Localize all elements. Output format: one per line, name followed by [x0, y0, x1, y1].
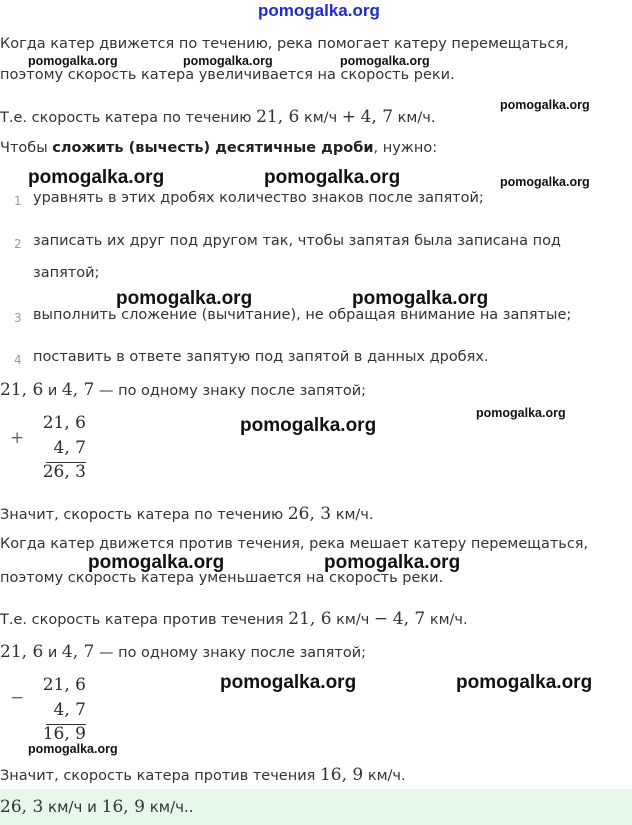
answer-text: 26, 3 км/ч и 16, 9 км/ч.. — [0, 797, 194, 817]
watermark: pomogalka.org — [324, 552, 461, 573]
watermark: pomogalka.org — [28, 54, 118, 68]
step-text-1: уравнять в этих дробях количество знаков после запятой; — [33, 190, 484, 206]
result-downstream: Значит, скорость катера по течению 26, 3 км/ч. — [0, 504, 374, 524]
watermark: pomogalka.org — [500, 175, 590, 189]
rule-bold: сложить (вычесть) десятичные дроби — [52, 140, 374, 156]
subtraction-result: 16, 9 — [42, 724, 86, 744]
step-number-4: 4 — [14, 353, 22, 367]
watermark-top: pomogalka.org — [258, 1, 380, 20]
result-upstream: Значит, скорость катера против течения 16, 9 км/ч. — [0, 765, 406, 785]
downstream-intro-line-1: Когда катер движется по течению, река помогает катеру перемещаться, — [0, 36, 569, 52]
watermark: pomogalka.org — [456, 672, 593, 693]
step-number-3: 3 — [14, 311, 22, 325]
watermark: pomogalka.org — [88, 552, 225, 573]
watermark: pomogalka.org — [28, 742, 118, 756]
watermark: pomogalka.org — [183, 54, 273, 68]
step-text-2-line-1: записать их друг под другом так, чтобы запятая была записана под — [33, 233, 561, 249]
watermark: pomogalka.org — [264, 167, 401, 188]
rule-heading: Чтобы сложить (вычесть) десятичные дроби, нужно: — [0, 140, 438, 156]
upstream-expression: Т.е. скорость катера против течения 21, 6 км/ч − 4, 7 км/ч. — [0, 609, 468, 629]
watermark: pomogalka.org — [500, 98, 590, 112]
upstream-intro-line-1: Когда катер движется против течения, река мешает катеру перемещаться, — [0, 536, 589, 552]
digits-note-1: 21, 6 и 4, 7 — по одному знаку после запятой; — [0, 380, 367, 400]
step-text-2-line-2: запятой; — [33, 265, 100, 281]
downstream-expression: Т.е. скорость катера по течению 21, 6 км/ч + 4, 7 км/ч. — [0, 107, 436, 127]
watermark: pomogalka.org — [28, 167, 165, 188]
watermark: pomogalka.org — [476, 406, 566, 420]
addition-top: 21, 6 — [42, 413, 86, 433]
watermark: pomogalka.org — [340, 54, 430, 68]
subtraction-operator: − — [10, 688, 25, 708]
addition-result: 26, 3 — [42, 462, 86, 482]
addition-bottom: 4, 7 — [53, 438, 86, 458]
watermark: pomogalka.org — [220, 672, 357, 693]
step-number-2: 2 — [14, 237, 22, 251]
watermark: pomogalka.org — [240, 415, 377, 436]
step-text-3: выполнить сложение (вычитание), не обращая внимание на запятые; — [33, 307, 572, 323]
downstream-intro-line-2: поэтому скорость катера увеличивается на скорость реки. — [0, 67, 455, 83]
watermark: pomogalka.org — [116, 288, 253, 309]
subtraction-top: 21, 6 — [42, 675, 86, 695]
upstream-intro-line-2: поэтому скорость катера уменьшается на скорость реки. — [0, 570, 444, 586]
step-number-1: 1 — [14, 194, 22, 208]
step-text-4: поставить в ответе запятую под запятой в данных дробях. — [33, 349, 489, 365]
digits-note-2: 21, 6 и 4, 7 — по одному знаку после запятой; — [0, 642, 367, 662]
subtraction-bottom: 4, 7 — [53, 700, 86, 720]
watermark: pomogalka.org — [352, 288, 489, 309]
addition-operator: + — [10, 428, 25, 448]
